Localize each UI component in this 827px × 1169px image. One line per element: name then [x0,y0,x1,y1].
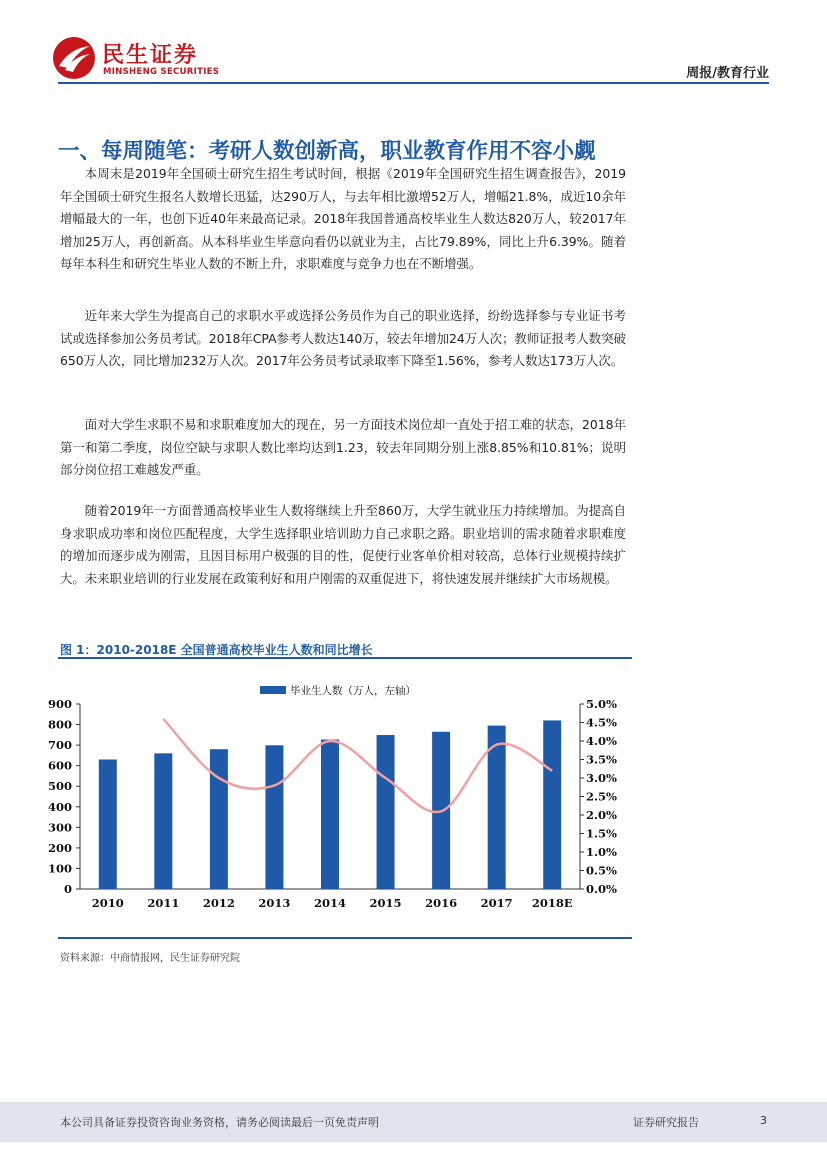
bar-2010 [99,760,117,890]
x-tick-label: 2015 [369,896,402,910]
right-tick-label: 5.0% [586,697,617,711]
right-tick-label: 1.5% [586,826,617,841]
right-tick-label: 0.0% [586,882,617,896]
chart-legend [260,684,416,697]
right-tick-label: 0.5% [586,863,617,878]
left-tick-label: 500 [47,779,72,794]
graduates-chart [47,660,632,934]
figure-title: 图 1：2010-2018E 全国普通高校毕业生人数和同比增长 [60,643,373,657]
x-tick-label: 2011 [147,896,180,910]
left-tick-label: 400 [47,799,72,814]
figure-source: 资料来源：中商情报网，民生证券研究院 [60,953,240,964]
paragraph-3: 面对大学生求职不易和求职难度加大的现在，另一方面技术岗位却一直处于招工难的状态，2018年第一和第二季度，岗位空缺与求职人数比率均达到1.23，较去年同期分别上涨8.85%和10.81%；说明部分岗位招工难越发严重。 [60,417,626,477]
figure-top-rule [58,657,632,659]
bar-2011 [154,753,172,889]
x-tick-label: 2017 [480,896,513,910]
right-tick-label: 4.5% [586,715,617,730]
bar-2013 [265,745,283,889]
x-tick-label: 2016 [425,896,458,910]
right-tick-label: 1.0% [586,845,617,859]
right-tick-label: 2.5% [586,789,617,804]
bar-2018E [543,720,561,889]
x-tick-label: 2013 [258,896,291,910]
logo [52,36,222,82]
left-tick-label: 200 [47,840,72,855]
x-tick-label: 2018E [531,896,573,910]
chart-bars [99,720,561,889]
left-tick-label: 800 [47,717,72,732]
bar-2014 [321,740,339,889]
right-tick-label: 4.0% [586,734,617,748]
footer-doc-type: 证券研究报告 [633,1116,699,1129]
right-tick-label: 3.0% [586,771,617,785]
section-title: 一、每周随笔：考研人数创新高，职业教育作用不容小觑 [58,139,596,164]
footer-disclaimer: 本公司具备证券投资咨询业务资格，请务必阅读最后一页免责声明 [60,1116,379,1129]
header-divider [58,82,769,84]
left-tick-label: 700 [47,738,72,753]
x-tick-label: 2010 [91,896,124,910]
legend-swatch [260,686,286,694]
bar-2015 [377,735,395,889]
left-tick-label: 100 [47,861,72,876]
paragraph-1: 本周末是2019年全国硕士研究生招生考试时间，根据《2019年全国研究生招生调查报告》，2019年全国硕士研究生报名人数增长迅猛，达290万人，与去年相比激增52万人，增幅21.8%，成近10余年增幅最大的一年，也创下近40年来最高记录。2018年我国普通高校毕业生人数达820万人，较2017年增加25万人，再创新高。从本科毕业生毕意向看仍以就业为主，占比79.89%，同比上升6.39%。随着每年本科生和研究生毕业人数的不断上升，求职难度与竞争力也在不断增强。 [60,166,626,271]
figure-bottom-rule [58,937,632,939]
logo-text-cn: 民生证券 [102,43,199,68]
paragraph-2: 近年来大学生为提高自己的求职水平或选择公务员作为自己的职业选择，纷纷选择参与专业证书考试或选择参加公务员考试。2018年CPA参考人数达140万，较去年增加24万人次；教师证报考人数突破650万人次，同比增加232万人次。2017年公务员考试录取率下降至1.56%，参考人数达173万人次。 [60,308,626,368]
left-tick-label: 0 [63,882,72,896]
bar-2012 [210,749,228,889]
right-tick-label: 2.0% [586,808,617,822]
minsheng-logo-icon [52,36,96,80]
legend-label: 毕业生人数（万人，左轴） [290,685,416,697]
left-tick-label: 300 [47,820,72,835]
right-tick-label: 3.5% [586,752,617,767]
report-type: 周报/教育行业 [686,66,769,81]
page-number: 3 [760,1114,767,1127]
paragraph-4: 随着2019年一方面普通高校毕业生人数将继续上升至860万，大学生就业压力持续增加。为提高自身求职成功率和岗位匹配程度，大学生选择职业培训助力自己求职之路。职业培训的需求随着求职难度的增加而逐步成为刚需，且因目标用户极强的目的性，促使行业客单价相对较高，总体行业规模持续扩大。未来职业培训的行业发展在政策利好和用户刚需的双重促进下，将快速发展并继续扩大市场规模。 [60,503,626,586]
logo-text-en: MINSHENG SECURITIES [103,67,220,77]
left-tick-label: 600 [47,758,72,773]
x-tick-label: 2012 [202,896,235,910]
x-tick-label: 2014 [313,896,347,910]
left-tick-label: 900 [47,697,72,711]
